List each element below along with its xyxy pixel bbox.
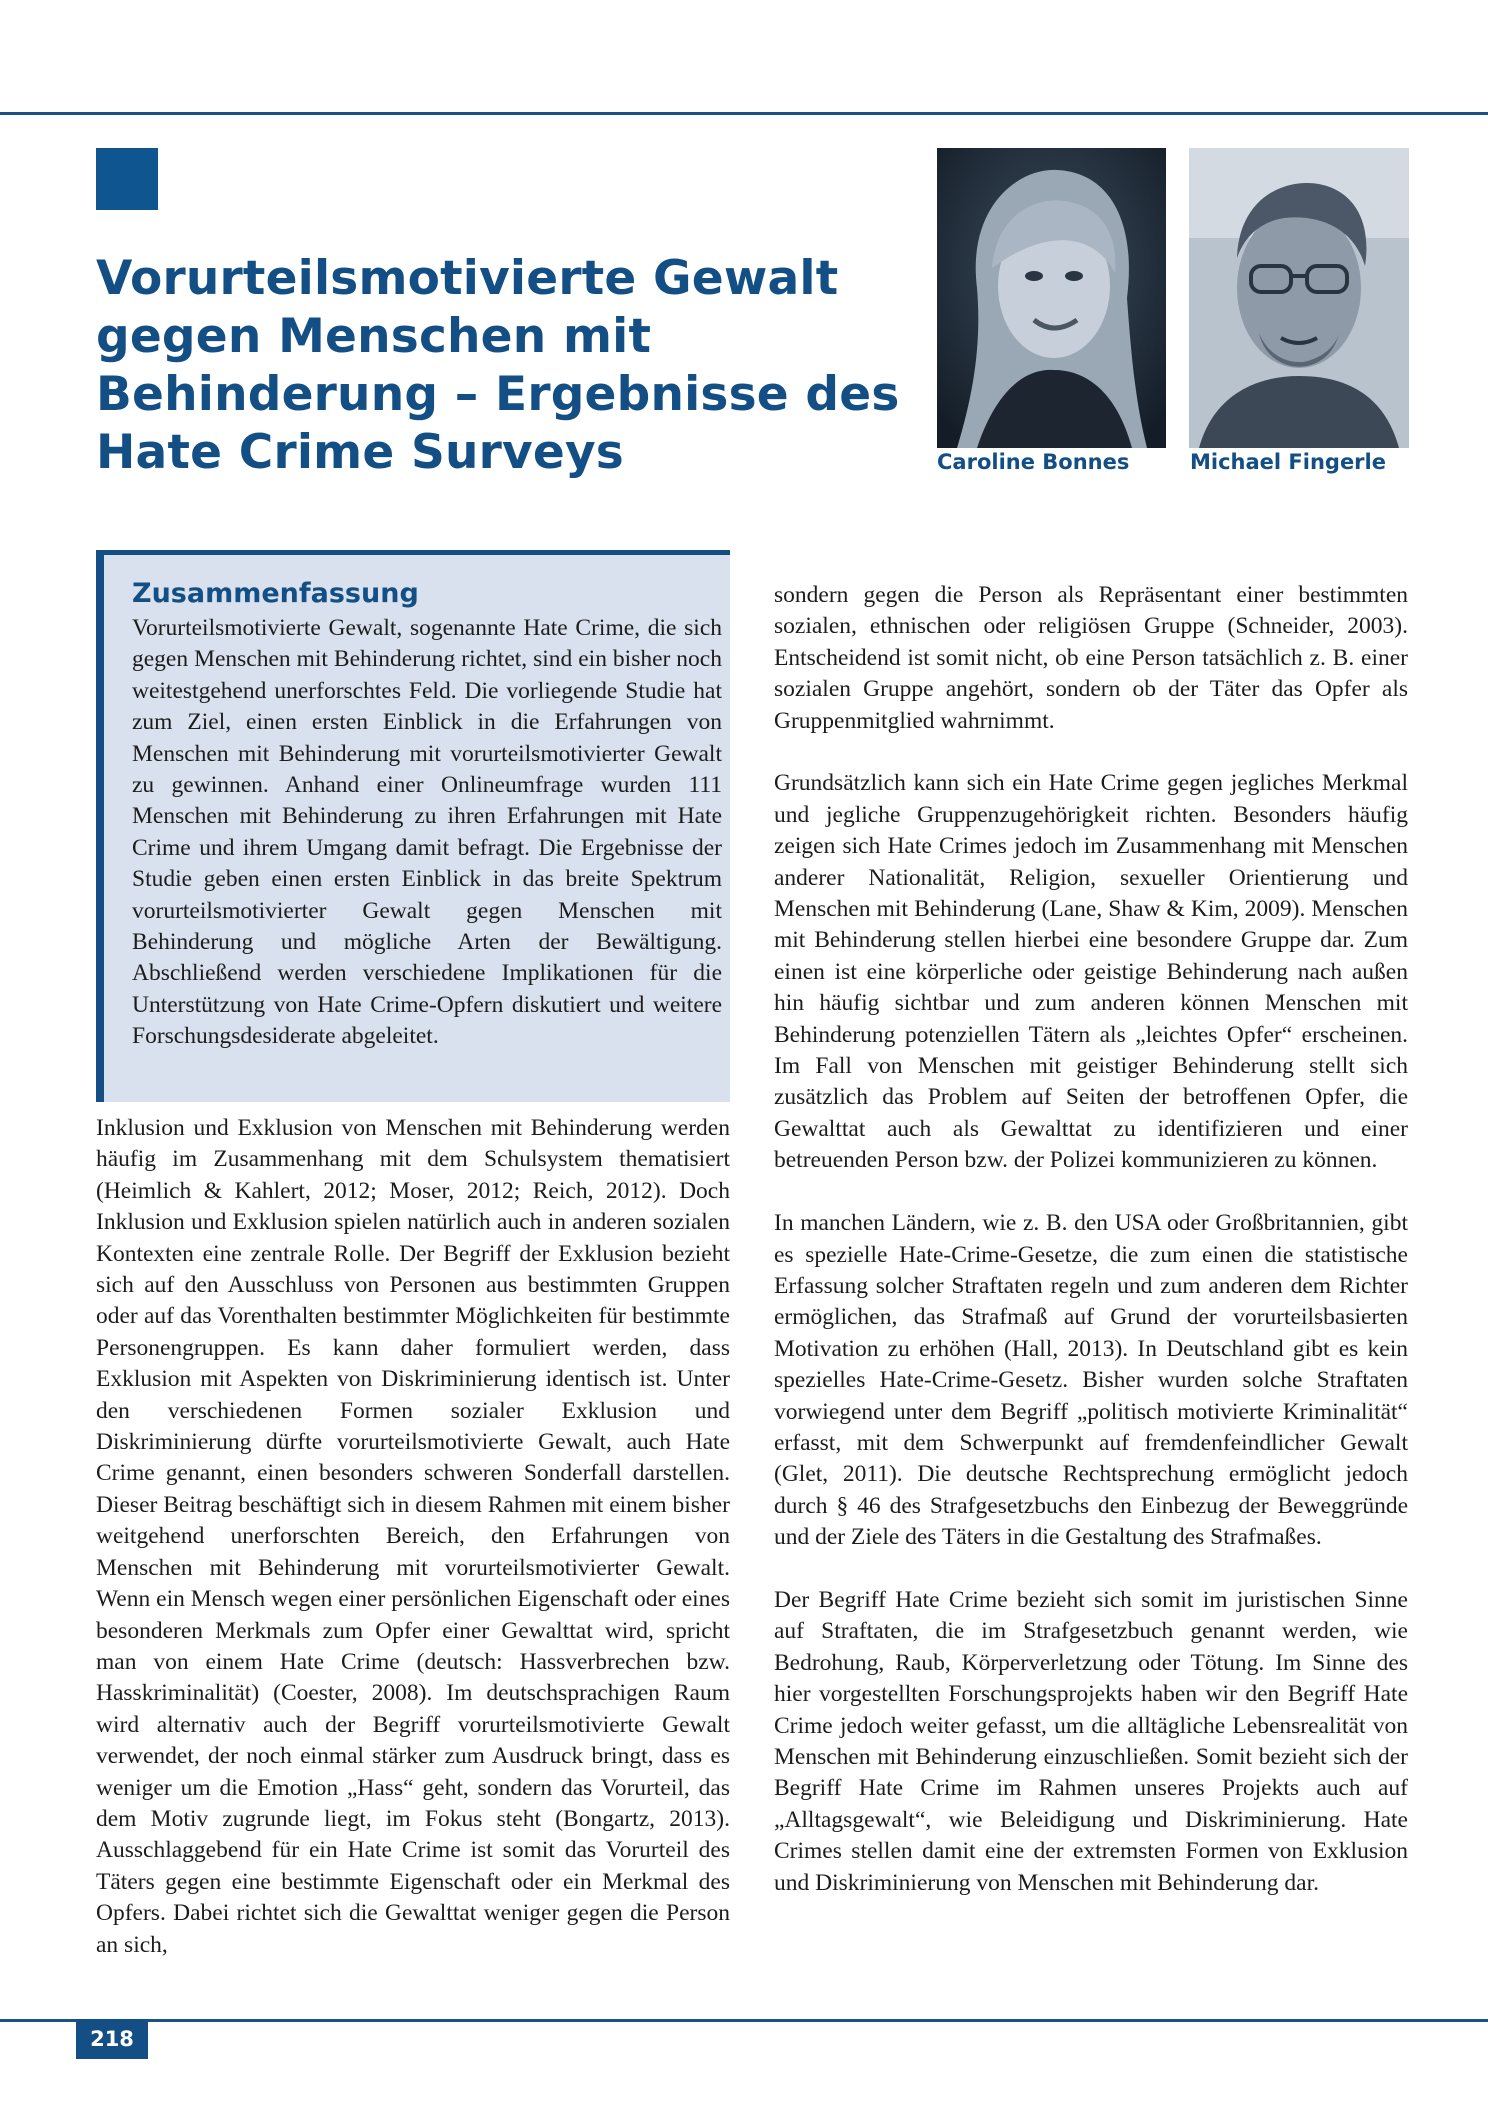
author-photo-caroline-bonnes: [937, 148, 1166, 448]
title-line: gegen Menschen mit: [96, 309, 652, 364]
page-number: 218: [76, 2019, 148, 2059]
paragraph: In manchen Ländern, wie z. B. den USA oder Großbritannien, gibt es spezielle Hate-Crime-Gesetze, die zum einen die statistische Erfassung solcher Straftaten regeln und zum anderen dem Richter ermöglichen, das Strafmaß auf Grund der vorurteilsbasierten Motivation zu erhöhen (Hall, 2013). In Deutschland gibt es kein spezielles Hate-Crime-Gesetz. Bisher wurden solche Straftaten vorwiegend unter dem Begriff „politisch motivierte Kriminalität“ erfasst, mit dem Schwerpunkt auf fremdenfeindlicher Gewalt (Glet, 2011). Die deutsche Rechtsprechung ermöglicht jedoch durch § 46 des Strafgesetzbuchs den Einbezug der Beweggründe und der Ziele des Täters in die Gestaltung des Strafmaßes.: [774, 1210, 1408, 1551]
author-photo-michael-fingerle: [1189, 148, 1409, 448]
title-line: Vorurteilsmotivierte Gewalt: [96, 251, 839, 306]
portrait-woman-image: [937, 148, 1166, 448]
article-title: [96, 250, 926, 482]
body-text-right-column: [774, 580, 1408, 1930]
abstract-text: Vorurteilsmotivierte Gewalt, sogenannte Hate Crime, die sich gegen Menschen mit Behinderung richtet, sind ein bisher noch weitestgehend unerforschtes Feld. Die vorliegende Studie hat zum Ziel, einen ersten Einblick in die Erfahrungen von Menschen mit Behinderung mit vorurteilsmotivierter Gewalt zu gewinnen. Anhand einer Onlineumfrage wurden 111 Menschen mit Behinderung zu ihren Erfahrungen mit Hate Crime und ihrem Umgang damit befragt. Die Ergebnisse der Studie geben einen ersten Einblick in das breite Spektrum vorurteilsmotivierter Gewalt gegen Menschen mit Behinderung und mögliche Arten der Bewältigung. Abschließend werden verschiedene Implikationen für die Unterstützung von Hate Crime-Opfern diskutiert und weitere Forschungsdesiderate abgeleitet.: [132, 615, 722, 1050]
bottom-rule: [0, 2019, 1488, 2022]
paragraph: sondern gegen die Person als Repräsentant einer bestimmten sozialen, ethnischen oder religiösen Gruppe (Schneider, 2003). Entscheidend ist somit nicht, ob eine Person tatsächlich z. B. einer sozialen Gruppe angehört, sondern ob der Täter das Opfer als Gruppenmitglied wahrnimmt.: [774, 582, 1408, 734]
body-text-left-column: Inklusion und Exklusion von Menschen mit Behinderung werden häufig im Zusammenhang mit dem Schulsystem thematisiert (Heimlich & Kahlert, 2012; Moser, 2012; Reich, 2012). Doch Inklusion und Exklusion spielen natürlich auch in anderen sozialen Kontexten eine zentrale Rolle. Der Begriff der Exklusion bezieht sich auf den Ausschluss von Personen aus bestimmten Gruppen oder auf das Vorenthalten bestimmter Möglichkeiten für bestimmte Personengruppen. Es kann daher formuliert werden, dass Exklusion mit Aspekten von Diskriminierung identisch ist. Unter den verschiedenen Formen sozialer Exklusion und Diskriminierung dürfte vorurteilsmotivierte Gewalt, auch Hate Crime genannt, einen besonders schweren Sonderfall darstellen. Dieser Beitrag beschäftigt sich in diesem Rahmen mit einem bisher weitgehend unerforschten Bereich, den Erfahrungen von Menschen mit Behinderung mit vorurteilsmotivierter Gewalt. Wenn ein Mensch wegen einer persönlichen Eigenschaft oder eines besonderen Merkmals zum Opfer einer Gewalttat wird, spricht man von einem Hate Crime (deutsch: Hassverbrechen bzw. Hasskriminalität) (Coester, 2008). Im deutschsprachigen Raum wird alternativ auch der Begriff vorurteilsmotivierte Gewalt verwendet, der noch einmal stärker zum Ausdruck bringt, dass es weniger um die Emotion „Hass“ geht, sondern das Vorurteil, das dem Motiv zugrunde liegt, im Fokus steht (Bongartz, 2013). Ausschlaggebend für ein Hate Crime ist somit das Vorurteil des Täters gegen eine bestimmte Eigenschaft oder ein Merkmal des Opfers. Dabei richtet sich die Gewalttat weniger gegen die Person an sich,: [96, 1115, 730, 1958]
author-name-caption: Caroline Bonnes: [937, 450, 1130, 474]
title-line: Hate Crime Surveys: [96, 425, 624, 480]
title-line: Behinderung – Ergebnisse des: [96, 367, 900, 422]
paragraph: Grundsätzlich kann sich ein Hate Crime gegen jegliches Merkmal und jegliche Gruppenzugehörigkeit richten. Besonders häufig zeigen sich Hate Crimes jedoch im Zusammenhang mit Menschen anderer Nationalität, Religion, sexueller Orientierung und Menschen mit Behinderung (Lane, Shaw & Kim, 2009). Menschen mit Behinderung stellen hierbei eine besondere Gruppe dar. Zum einen ist eine körperliche oder geistige Behinderung nach außen hin häufig sichtbar und zum anderen können Menschen mit Behinderung potenziellen Tätern als „leichtes Opfer“ erscheinen. Im Fall von Menschen mit geistiger Behinderung stellt sich zusätzlich das Problem auf Seiten der betroffenen Opfer, die Gewalttat auch als Gewalttat zu identifizieren und einer betreuenden Person bzw. der Polizei kommunizieren zu können.: [774, 770, 1408, 1174]
top-rule: [0, 112, 1488, 115]
abstract-box: [96, 550, 730, 1102]
paragraph: Der Begriff Hate Crime bezieht sich somit im juristischen Sinne auf Straftaten, die im Strafgesetzbuch genannt werden, wie Bedrohung, Raub, Körperverletzung oder Tötung. Im Sinne des hier vorgestellten Forschungsprojekts haben wir den Begriff Hate Crime jedoch weiter gefasst, um die alltägliche Lebensrealität von Menschen mit Behinderung einzuschließen. Somit bezieht sich der Begriff Hate Crime im Rahmen unseres Projekts auch auf „Alltagsgewalt“, wie Beleidigung und Diskriminierung. Hate Crimes stellen damit eine der extremsten Formen von Exklusion und Diskriminierung von Menschen mit Behinderung dar.: [774, 1586, 1408, 1896]
author-name-caption: Michael Fingerle: [1190, 450, 1386, 474]
section-marker-square: [96, 148, 158, 210]
abstract-heading: Zusammenfassung: [132, 578, 419, 609]
portrait-man-image: [1189, 148, 1409, 448]
